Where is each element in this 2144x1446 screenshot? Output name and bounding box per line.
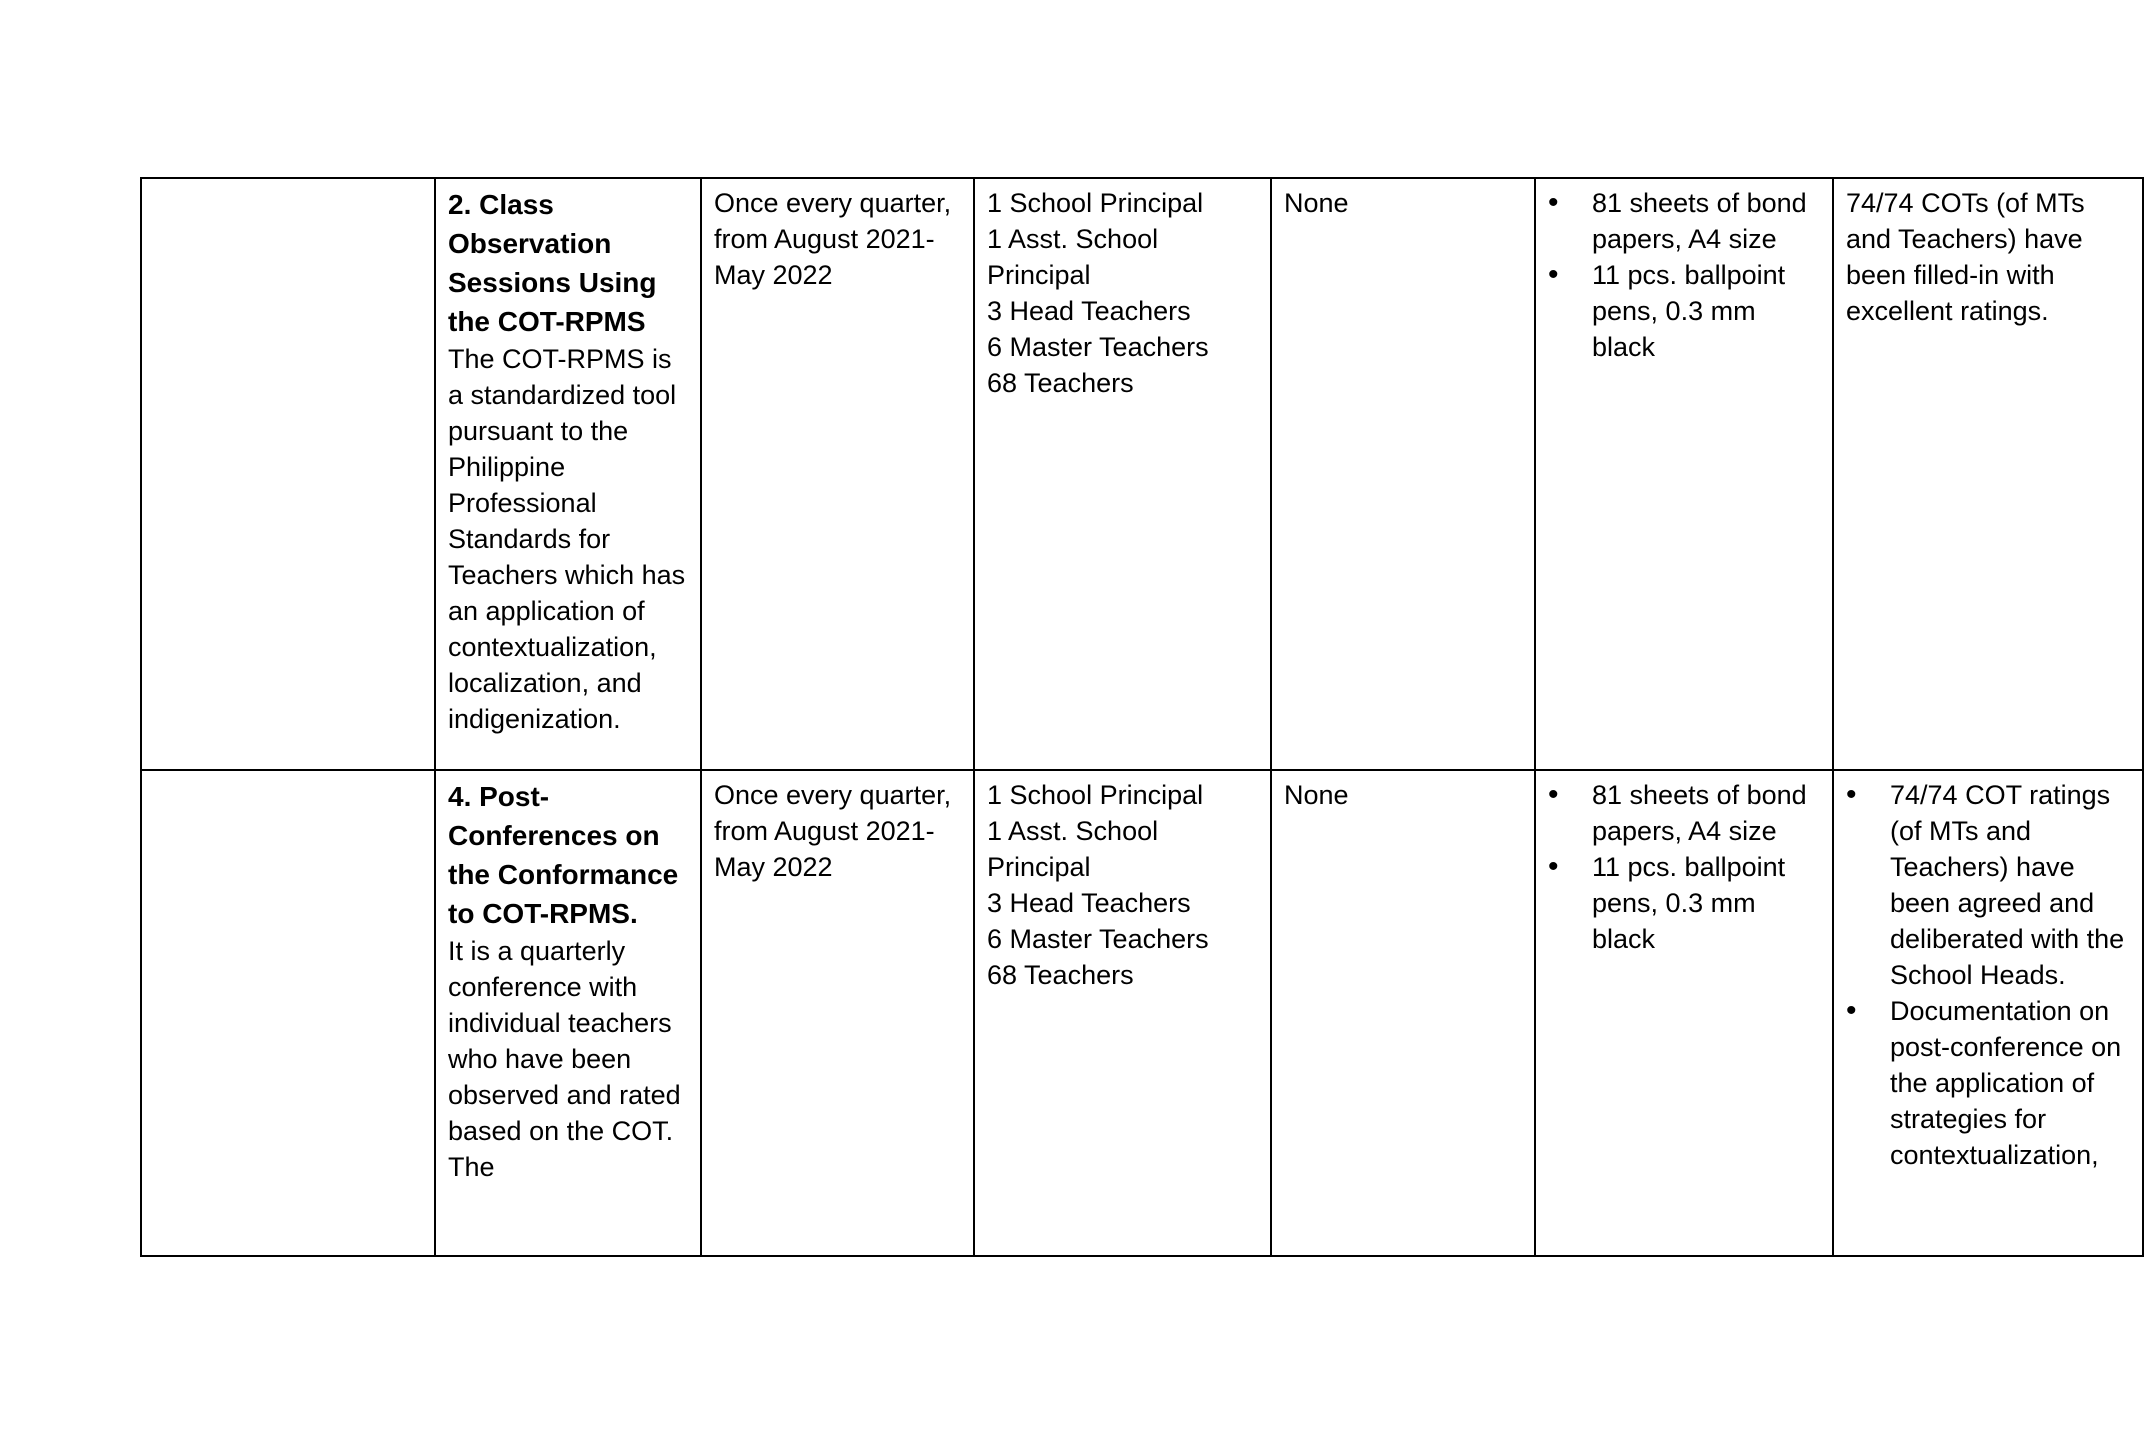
resources-list (1548, 777, 1820, 957)
activity-description: It is a quarterly conference with individual teachers who have been observed and rated based on the COT. The (448, 936, 681, 1182)
list-item: • Documentation on post-conference on the application of strategies for contextualization, (1846, 993, 2130, 1173)
list-item: • 74/74 COT ratings (of MTs and Teachers) have been agreed and deliberated with the School Heads. (1846, 777, 2130, 993)
budget-cell: None (1271, 770, 1535, 1256)
activity-title: 4. Post-Conferences on the Conformance to COT-RPMS. (448, 781, 679, 929)
list-item: • 11 pcs. ballpoint pens, 0.3 mm black (1548, 257, 1820, 365)
person-entry: 1 School Principal (987, 780, 1204, 810)
activity-cell (435, 178, 701, 770)
outcome-cell: 74/74 COTs (of MTs and Teachers) have been filled-in with excellent ratings. (1833, 178, 2143, 770)
persons-cell (974, 178, 1271, 770)
person-entry: 3 Head Teachers (987, 296, 1191, 326)
resources-cell (1535, 770, 1833, 1256)
person-entry: 68 Teachers (987, 368, 1134, 398)
table-row (141, 178, 2143, 770)
outcome-cell (1833, 770, 2143, 1256)
person-entry: 3 Head Teachers (987, 888, 1191, 918)
person-entry: 6 Master Teachers (987, 332, 1209, 362)
outcomes-list (1846, 777, 2130, 1173)
person-entry: 1 Asst. School Principal (987, 224, 1159, 290)
activity-description: The COT-RPMS is a standardized tool pursuant to the Philippine Professional Standards for Teachers which has an application of contextualization, localization, and indigenization. (448, 344, 686, 734)
activity-table (140, 177, 2144, 1257)
activity-cell (435, 770, 701, 1256)
resources-cell (1535, 178, 1833, 770)
list-item: • 11 pcs. ballpoint pens, 0.3 mm black (1548, 849, 1820, 957)
person-entry: 1 Asst. School Principal (987, 816, 1159, 882)
list-item: • 81 sheets of bond papers, A4 size (1548, 777, 1820, 849)
person-entry: 1 School Principal (987, 188, 1204, 218)
list-item: • 81 sheets of bond papers, A4 size (1548, 185, 1820, 257)
schedule-cell: Once every quarter, from August 2021-May 2022 (701, 770, 974, 1256)
empty-cell (141, 178, 435, 770)
person-entry: 68 Teachers (987, 960, 1134, 990)
budget-cell: None (1271, 178, 1535, 770)
activity-title: 2. Class Observation Sessions Using the COT-RPMS (448, 189, 657, 337)
person-entry: 6 Master Teachers (987, 924, 1209, 954)
resources-list (1548, 185, 1820, 365)
persons-cell (974, 770, 1271, 1256)
schedule-cell: Once every quarter, from August 2021-May 2022 (701, 178, 974, 770)
table-row (141, 770, 2143, 1256)
empty-cell (141, 770, 435, 1256)
